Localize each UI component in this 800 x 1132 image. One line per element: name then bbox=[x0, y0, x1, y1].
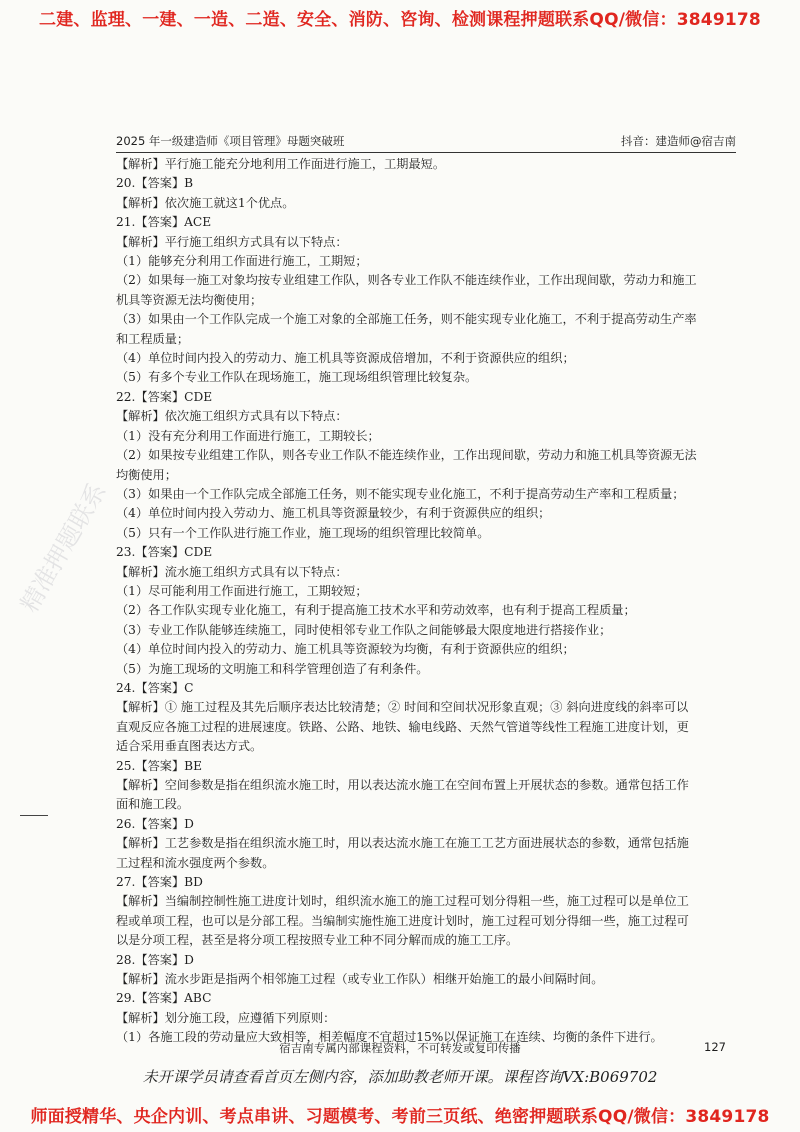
content-line: 机具等资源无法均衡使用； bbox=[116, 292, 263, 307]
content-line: 【解析】依次施工就这1个优点。 bbox=[116, 195, 295, 210]
content-line: （5）有多个专业工作队在现场施工，施工现场组织管理比较复杂。 bbox=[116, 370, 478, 385]
content-line: 【解析】工艺参数是指在组织流水施工时，用以表达流水施工在施工工艺方面进展状态的参数，通常包括施 bbox=[116, 836, 689, 851]
watermark-text: 精准押题联系 bbox=[15, 478, 112, 617]
content-line: （1）能够充分利用工作面进行施工，工期短； bbox=[116, 254, 368, 269]
content-line: 【解析】依次施工组织方式具有以下特点： bbox=[116, 409, 348, 424]
content-line: （1）没有充分利用工作面进行施工，工期较长； bbox=[116, 428, 380, 443]
content-line: 23.【答案】CDE bbox=[116, 545, 213, 560]
content-line: 均衡使用； bbox=[116, 467, 177, 482]
content-line: 【解析】平行施工组织方式具有以下特点： bbox=[116, 234, 348, 249]
content-line: （2）各工作队实现专业化施工，有利于提高施工技术水平和劳动效率，也有利于提高工程质量； bbox=[116, 603, 636, 618]
content-line: （1）各施工段的劳动量应大致相等，相差幅度不宜超过15%以保证施工在连续、均衡的条件下进行。 bbox=[116, 1030, 663, 1045]
footer-copyright: 宿吉南专属内部课程资料，不可转发或复印传播 bbox=[279, 1041, 521, 1055]
content-line: 工过程和流水强度两个参数。 bbox=[116, 855, 275, 870]
content-line: （5）为施工现场的文明施工和科学管理创造了有利条件。 bbox=[116, 661, 429, 676]
content-line: 26.【答案】D bbox=[116, 816, 194, 831]
content-line: 【解析】当编制控制性施工进度计划时，组织流水施工的施工过程可划分得粗一些，施工过程可以是单位工 bbox=[116, 894, 689, 909]
content-line: 【解析】平行施工能充分地利用工作面进行施工，工期最短。 bbox=[116, 157, 446, 171]
page-number: 127 bbox=[704, 1040, 726, 1054]
content-line: 27.【答案】BD bbox=[116, 875, 203, 890]
content-line: 程或单项工程，也可以是分部工程。当编制实施性施工进度计划时，施工过程可划分得细一些，施工过程可 bbox=[116, 913, 689, 928]
content-line: （3）专业工作队能够连续施工，同时使相邻专业工作队之间能够最大限度地进行搭接作业； bbox=[116, 622, 612, 637]
content-line: 直观反应各施工过程的进展速度。铁路、公路、地铁、输电线路、天然气管道等线性工程施工进度计划，更 bbox=[116, 719, 689, 734]
footer-course-note: 未开课学员请查看首页左侧内容，添加助教老师开课。课程咨询VX:B069702 bbox=[142, 1068, 658, 1086]
content-line: 22.【答案】CDE bbox=[116, 389, 213, 404]
content-line: 【解析】空间参数是指在组织流水施工时，用以表达流水施工在空间布置上开展状态的参数。通常包括工作 bbox=[116, 778, 689, 792]
content-line: 【解析】① 施工过程及其先后顺序表达比较清楚；② 时间和空间状况形象直观；③ 斜向进度线的斜率可以 bbox=[116, 700, 689, 715]
content-line: （5）只有一个工作队进行施工作业，施工现场的组织管理比较简单。 bbox=[116, 525, 490, 540]
page-header bbox=[116, 133, 736, 153]
content-line: 21.【答案】ACE bbox=[116, 215, 212, 230]
content-line: 【解析】划分施工段，应遵循下列原则： bbox=[116, 1010, 336, 1025]
header-course-title: 2025 年一级建造师《项目管理》母题突破班 bbox=[116, 134, 345, 148]
content-line: （3）如果由一个工作队完成全部施工任务，则不能实现专业化施工，不利于提高劳动生产率和工程质量； bbox=[116, 486, 685, 501]
content-line: （2）如果每一施工对象均按专业组建工作队，则各专业工作队不能连续作业，工作出现间歇，劳动力和施工 bbox=[116, 273, 697, 288]
header-author: 抖音：建造师@宿吉南 bbox=[621, 134, 736, 148]
content-line: （4）单位时间内投入劳动力、施工机具等资源量较少，有利于资源供应的组织； bbox=[116, 506, 551, 521]
content-line: 20.【答案】B bbox=[116, 176, 194, 191]
content-line: 和工程质量； bbox=[116, 331, 190, 346]
answer-explanations bbox=[116, 155, 726, 1048]
content-line: （4）单位时间内投入的劳动力、施工机具等资源成倍增加，不利于资源供应的组织； bbox=[116, 351, 575, 366]
content-line: 25.【答案】BE bbox=[116, 758, 202, 773]
content-line: 面和施工段。 bbox=[116, 797, 190, 812]
content-line: 29.【答案】ABC bbox=[116, 991, 212, 1006]
margin-mark bbox=[20, 815, 48, 816]
top-contact-banner: 二建、监理、一建、一造、二造、安全、消防、咨询、检测课程押题联系QQ/微信：3849178 bbox=[39, 10, 761, 30]
content-line: （2）如果按专业组建工作队，则各专业工作队不能连续作业，工作出现间歇，劳动力和施工机具等资源无法 bbox=[116, 448, 697, 463]
content-line: 【解析】流水施工组织方式具有以下特点： bbox=[116, 564, 348, 579]
content-line: （4）单位时间内投入的劳动力、施工机具等资源较为均衡，有利于资源供应的组织； bbox=[116, 642, 575, 657]
content-line: 适合采用垂直图表达方式。 bbox=[116, 739, 263, 754]
bottom-contact-banner: 师面授精华、央企内训、考点串讲、习题模考、考前三页纸、绝密押题联系QQ/微信：3849178 bbox=[30, 1107, 770, 1127]
content-line: （3）如果由一个工作队完成一个施工对象的全部施工任务，则不能实现专业化施工，不利于提高劳动生产率 bbox=[116, 312, 697, 327]
content-line: 28.【答案】D bbox=[116, 952, 194, 967]
content-line: 【解析】流水步距是指两个相邻施工过程（或专业工作队）相继开始施工的最小间隔时间。 bbox=[116, 972, 604, 987]
content-line: 以是分项工程，甚至是将分项工程按照专业工种不同分解而成的施工工序。 bbox=[116, 933, 519, 948]
content-line: （1）尽可能利用工作面进行施工，工期较短； bbox=[116, 583, 368, 598]
content-line: 24.【答案】C bbox=[116, 680, 194, 695]
